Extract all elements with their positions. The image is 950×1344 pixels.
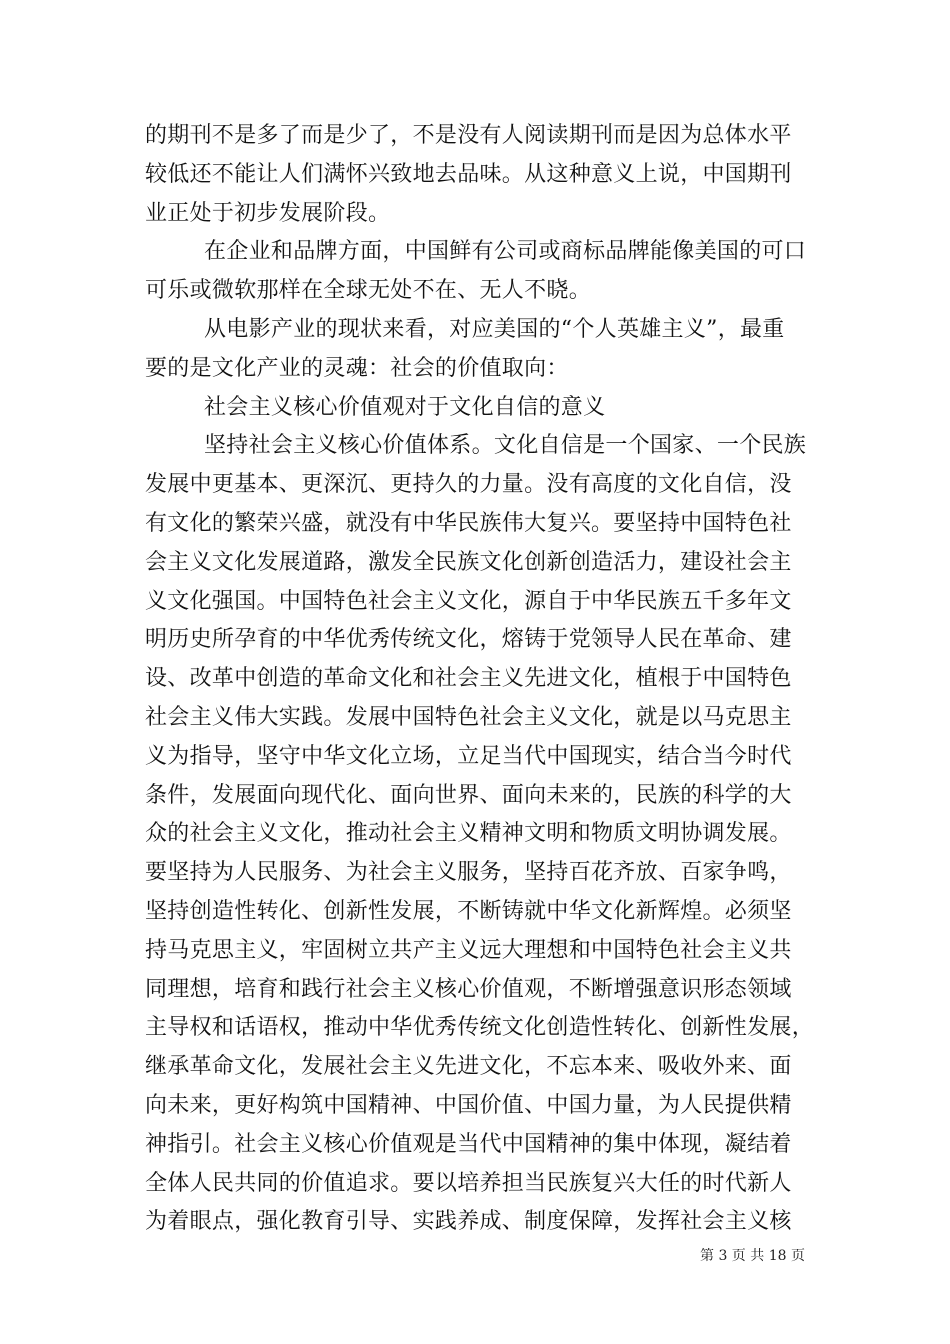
body-line: 条件，发展面向现代化、面向世界、面向未来的，民族的科学的大 — [145, 782, 792, 808]
body-line: 可乐或微软那样在全球无处不在、无人不晓。 — [145, 278, 592, 304]
body-line: 神指引。社会主义核心价值观是当代中国精神的集中体现，凝结着 — [145, 1131, 792, 1157]
body-line: 要的是文化产业的灵魂：社会的价值取向： — [145, 355, 569, 381]
body-line: 从电影产业的现状来看，对应美国的“个人英雄主义”，最重 — [204, 316, 785, 342]
body-line: 在企业和品牌方面，中国鲜有公司或商标品牌能像美国的可口 — [204, 239, 807, 265]
body-line: 社会主义伟大实践。发展中国特色社会主义文化，就是以马克思主 — [145, 704, 792, 730]
body-line: 明历史所孕育的中华优秀传统文化，熔铸于党领导人民在革命、建 — [145, 627, 792, 653]
body-line: 持马克思主义，牢固树立共产主义远大理想和中国特色社会主义共 — [145, 937, 792, 963]
body-line: 主导权和话语权，推动中华优秀传统文化创造性转化、创新性发展， — [145, 1015, 815, 1041]
body-line: 坚持创造性转化、创新性发展，不断铸就中华文化新辉煌。必须坚 — [145, 898, 792, 924]
document-body — [145, 117, 815, 1242]
body-line: 众的社会主义文化，推动社会主义精神文明和物质文明协调发展。 — [145, 821, 792, 847]
body-line: 为着眼点，强化教育引导、实践养成、制度保障，发挥社会主义核 — [145, 1209, 792, 1235]
body-line: 向未来，更好构筑中国精神、中国价值、中国力量，为人民提供精 — [145, 1092, 792, 1118]
body-line: 会主义文化发展道路，激发全民族文化创新创造活力，建设社会主 — [145, 549, 792, 575]
body-line: 义文化强国。中国特色社会主义文化，源自于中华民族五千多年文 — [145, 588, 792, 614]
section-heading: 社会主义核心价值观对于文化自信的意义 — [204, 394, 606, 420]
body-line: 业正处于初步发展阶段。 — [145, 200, 391, 226]
body-line: 坚持社会主义核心价值体系。文化自信是一个国家、一个民族 — [204, 433, 807, 459]
body-line: 的期刊不是多了而是少了，不是没有人阅读期刊而是因为总体水平 — [145, 123, 792, 148]
body-line: 全体人民共同的价值追求。要以培养担当民族复兴大任的时代新人 — [145, 1170, 792, 1196]
body-line: 要坚持为人民服务、为社会主义服务，坚持百花齐放、百家争鸣， — [145, 860, 792, 886]
body-line: 较低还不能让人们满怀兴致地去品味。从这种意义上说，中国期刊 — [145, 161, 792, 187]
body-line: 继承革命文化，发展社会主义先进文化，不忘本来、吸收外来、面 — [145, 1054, 792, 1080]
body-line: 同理想，培育和践行社会主义核心价值观，不断增强意识形态领域 — [145, 976, 792, 1002]
page-number: 第 3 页 共 18 页 — [700, 1248, 805, 1264]
body-line: 有文化的繁荣兴盛，就没有中华民族伟大复兴。要坚持中国特色社 — [145, 510, 792, 536]
body-line: 义为指导，坚守中华文化立场，立足当代中国现实，结合当今时代 — [145, 743, 792, 769]
body-line: 发展中更基本、更深沉、更持久的力量。没有高度的文化自信，没 — [145, 472, 792, 498]
body-line: 设、改革中创造的革命文化和社会主义先进文化，植根于中国特色 — [145, 666, 792, 692]
